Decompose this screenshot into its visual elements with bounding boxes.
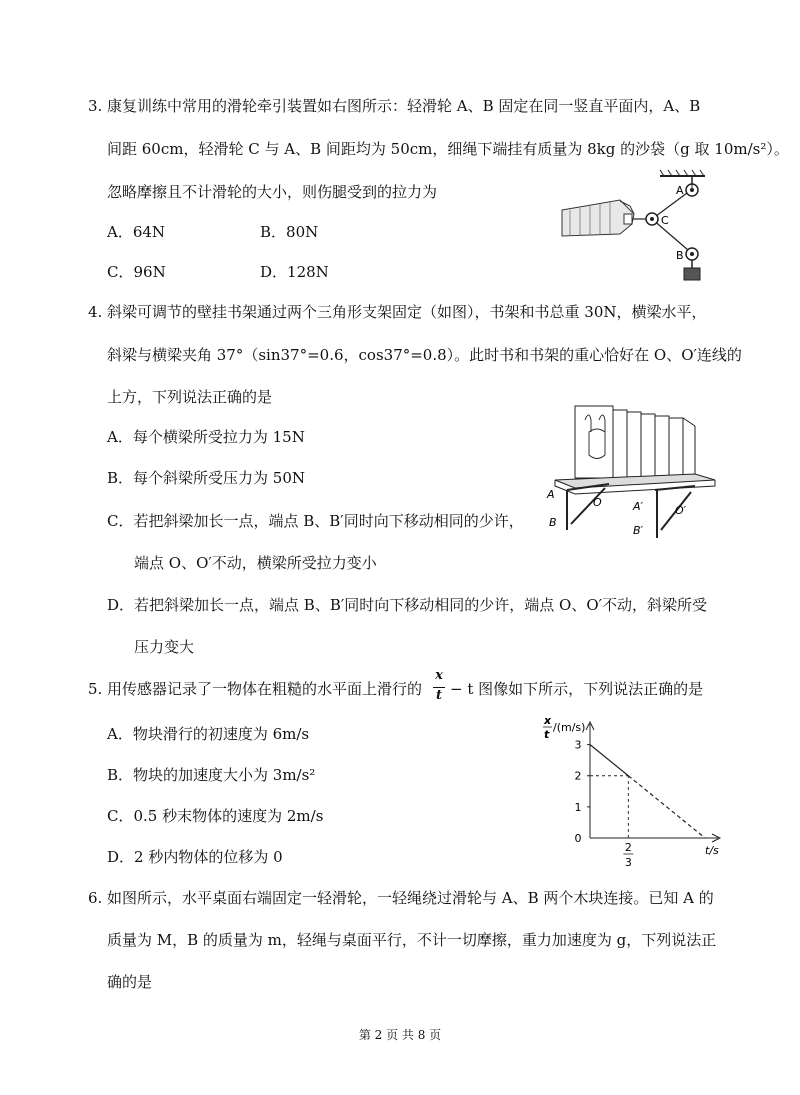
x-tick-2-3-numerator: 2 bbox=[624, 841, 632, 854]
x-tick-2-3-denominator: 3 bbox=[624, 856, 632, 869]
q4-option-d-line1: D．若把斜梁加长一点，端点 B、B′同时向下移动相同的少许，端点 O、O′不动，斜梁所受 bbox=[107, 596, 708, 614]
q4-text-line1: 斜梁可调节的壁挂书架通过两个三角形支架固定（如图），书架和书总重 30N，横梁水平， bbox=[107, 303, 707, 321]
y-tick-label: 1 bbox=[574, 800, 582, 814]
left-bracket bbox=[567, 484, 609, 530]
q3-text-line3: 忽略摩擦且不计滑轮的大小，则伤腿受到的拉力为 bbox=[107, 183, 438, 201]
q5-frac-numerator: x bbox=[435, 668, 443, 683]
q4-text-line3: 上方，下列说法正确的是 bbox=[107, 388, 273, 406]
q3-number: 3. bbox=[88, 97, 103, 115]
y-label-denominator: t bbox=[544, 728, 550, 741]
q3-option-a: A．64N bbox=[107, 223, 166, 241]
q4-number: 4. bbox=[88, 303, 103, 321]
q5-text-post: − t 图像如下所示，下列说法正确的是 bbox=[450, 680, 704, 698]
label-a-prime: A′ bbox=[633, 500, 644, 513]
q3-option-c: C．96N bbox=[107, 263, 166, 281]
rope-cb bbox=[652, 219, 688, 250]
q6-number: 6. bbox=[88, 889, 103, 907]
q5-number: 5. bbox=[88, 680, 103, 698]
pulley-traction-figure bbox=[560, 168, 720, 288]
page-footer: 第 2 页 共 8 页 bbox=[358, 1028, 442, 1042]
q4-option-c-line2: 端点 O、O′不动，横梁所受拉力变小 bbox=[134, 554, 377, 572]
series-line-dashed bbox=[628, 776, 705, 838]
q3-option-d: D．128N bbox=[260, 263, 329, 281]
x-label: t/s bbox=[705, 844, 719, 857]
q3-text-line2: 间距 60cm，轻滑轮 C 与 A、B 间距均为 50cm，细绳下端挂有质量为 8kg 的沙袋（g 取 10m/s²）。 bbox=[107, 140, 789, 158]
q6-text-line2: 质量为 M，B 的质量为 m，轻绳与桌面平行，不计一切摩擦，重力加速度为 g，下列说法正 bbox=[107, 931, 717, 949]
q3-text-line1: 康复训练中常用的滑轮牵引装置如右图所示：轻滑轮 A、B 固定在同一竖直平面内，A、B bbox=[107, 97, 701, 115]
ceiling-mount bbox=[660, 170, 705, 184]
label-b: B bbox=[549, 516, 557, 529]
label-a: A bbox=[547, 488, 555, 501]
q5-option-b: B．物块的加速度大小为 3m/s² bbox=[107, 766, 316, 784]
q4-option-d-line2: 压力变大 bbox=[134, 638, 195, 656]
books bbox=[575, 406, 695, 478]
q5-option-d: D．2 秒内物体的位移为 0 bbox=[107, 848, 283, 866]
y-tick-label: 2 bbox=[574, 769, 582, 783]
series-line-solid bbox=[590, 745, 628, 776]
q4-option-c-line1: C．若把斜梁加长一点，端点 B、B′同时向下移动相同的少许， bbox=[107, 512, 524, 530]
y-label-numerator: x bbox=[544, 714, 552, 727]
pulley-a-label: A bbox=[676, 184, 684, 197]
q4-text-line2: 斜梁与横梁夹角 37°（sin37°=0.6，cos37°=0.8）。此时书和书架的重心恰好在 O、O′连线的 bbox=[107, 346, 742, 364]
q5-text-pre: 用传感器记录了一物体在粗糙的水平面上滑行的 bbox=[107, 680, 423, 698]
y-label-unit: /(m/s) bbox=[553, 721, 586, 734]
q5-option-c: C．0.5 秒末物体的速度为 2m/s bbox=[107, 807, 324, 825]
xt-t-graph bbox=[540, 712, 730, 872]
pulley-b-label: B bbox=[676, 249, 684, 262]
q4-option-a: A．每个横梁所受拉力为 15N bbox=[107, 428, 305, 446]
bandaged-leg bbox=[562, 200, 634, 236]
q4-option-b: B．每个斜梁所受压力为 50N bbox=[107, 469, 306, 487]
bookshelf-figure bbox=[545, 400, 725, 545]
q5-frac-denominator: t bbox=[435, 688, 442, 703]
label-b-prime: B′ bbox=[633, 524, 644, 537]
label-o-prime: O′ bbox=[675, 504, 687, 517]
q6-text-line1: 如图所示，水平桌面右端固定一轻滑轮，一轻绳绕过滑轮与 A、B 两个木块连接。已知 A 的 bbox=[107, 889, 714, 907]
q3-option-b: B．80N bbox=[260, 223, 319, 241]
label-o: O bbox=[593, 496, 602, 509]
sandbag bbox=[684, 268, 700, 280]
y-tick-label: 0 bbox=[574, 832, 582, 845]
q5-option-a: A．物块滑行的初速度为 6m/s bbox=[107, 725, 310, 743]
y-tick-label: 3 bbox=[574, 738, 582, 752]
pulley-c-label: C bbox=[661, 214, 669, 227]
q6-text-line3: 确的是 bbox=[107, 973, 153, 991]
